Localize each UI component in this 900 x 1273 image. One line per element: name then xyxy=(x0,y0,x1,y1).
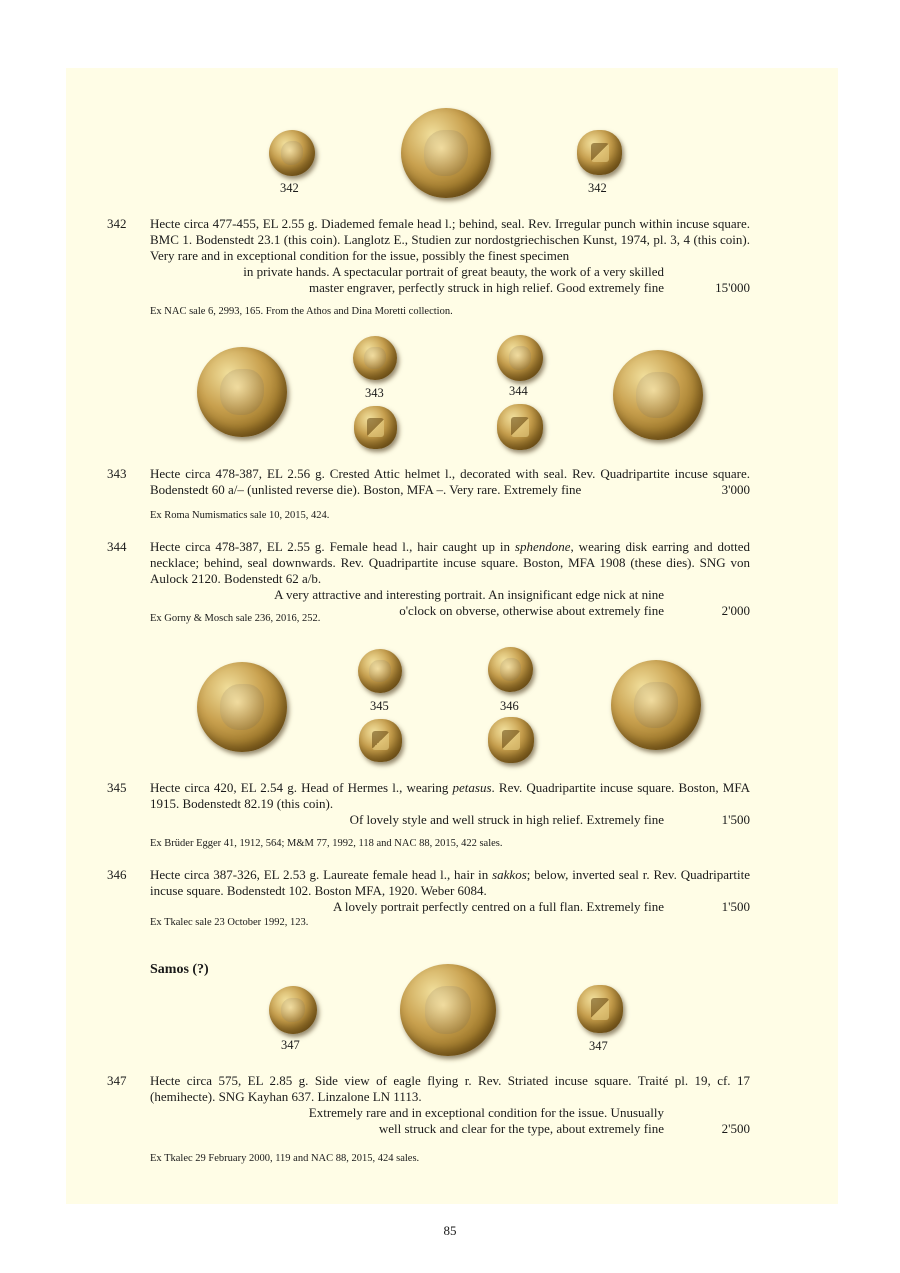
lot-342-entry xyxy=(150,216,750,296)
lot-number-347: 347 xyxy=(107,1073,127,1088)
lot-347-condition-line-1: Extremely rare and in exceptional condition for the issue. Unusually xyxy=(308,1105,664,1120)
lot-344-description xyxy=(150,539,750,587)
lot-345-description-b: . Rev. Quadripartite incuse square. Boston, MFA 1915. Bodenstedt 82.19 (this coin). xyxy=(150,780,750,811)
lot-342-description: Hecte circa 477-455, EL 2.55 g. Diademed female head l.; behind, seal. Rev. Irregular punch within incuse square. BMC 1. Bodenstedt 23.1 (this coin). Langlotz E., Studien zur nordostgriechischen Kunst, 1974, pl. 3, 4 (this coin). Very rare and in exceptional condition for the issue, possibly the finest specimen xyxy=(150,216,750,263)
lot-345-description-italic: petasus xyxy=(452,780,492,795)
coin-345-obverse-enlarged xyxy=(197,662,287,752)
plate-label-342-b: 342 xyxy=(588,181,607,195)
lot-344-provenance: Ex Gorny & Mosch sale 236, 2016, 252. xyxy=(150,613,321,624)
coin-344-reverse xyxy=(497,404,543,450)
lot-number-343: 343 xyxy=(107,466,127,481)
plate-label-345: 345 xyxy=(370,699,389,713)
lot-343-provenance: Ex Roma Numismatics sale 10, 2015, 424. xyxy=(150,510,330,521)
lot-345-provenance: Ex Brüder Egger 41, 1912, 564; M&M 77, 1992, 118 and NAC 88, 2015, 422 sales. xyxy=(150,838,503,849)
lot-346-provenance: Ex Tkalec sale 23 October 1992, 123. xyxy=(150,917,309,928)
coin-347-obverse-enlarged xyxy=(400,964,496,1056)
coin-346-reverse xyxy=(488,717,534,763)
lot-347-condition-text: well struck and clear for the type, about extremely fine xyxy=(378,1121,664,1136)
lot-346-condition-line-1 xyxy=(150,899,750,915)
lot-346-description-b: ; below, inverted seal r. Rev. Quadripartite incuse square. Bodenstedt 102. Boston MFA, 1920. Weber 6084. xyxy=(150,867,750,898)
coin-342-reverse xyxy=(577,130,622,175)
coin-343-reverse xyxy=(354,406,397,449)
lot-344-condition-line-1: A very attractive and interesting portrait. An insignificant edge nick at nine xyxy=(274,587,664,602)
lot-342-condition-line-1: in private hands. A spectacular portrait of great beauty, the work of a very skilled xyxy=(243,264,664,279)
lot-343-description xyxy=(150,466,750,498)
lot-345-price: 1'500 xyxy=(721,812,750,827)
lot-number-345: 345 xyxy=(107,780,127,795)
lot-342-provenance: Ex NAC sale 6, 2993, 165. From the Athos and Dina Moretti collection. xyxy=(150,306,453,317)
lot-343-entry xyxy=(150,466,750,498)
lot-343-description-text: Hecte circa 478-387, EL 2.56 g. Crested Attic helmet l., decorated with seal. Rev. Quadripartite incuse square. Bodenstedt 60 a/– (unlisted reverse die). Boston, MFA –. Very rare. Extremely fine xyxy=(150,466,750,497)
lot-344-entry xyxy=(150,539,750,619)
lot-344-condition-text: o'clock on obverse, otherwise about extremely fine xyxy=(399,603,664,618)
lot-346-description-italic: sakkos xyxy=(492,867,527,882)
coin-347-reverse xyxy=(577,985,623,1033)
coin-342-obverse-enlarged xyxy=(401,108,491,198)
coin-342-obverse-small xyxy=(269,130,315,176)
lot-344-description-a: Hecte circa 478-387, EL 2.55 g. Female head l., hair caught up in xyxy=(150,539,515,554)
coin-344-obverse-small xyxy=(497,335,543,381)
lot-347-description: Hecte circa 575, EL 2.85 g. Side view of eagle flying r. Rev. Striated incuse square. Traité pl. 19, cf. 17 (hemihecte). SNG Kayhan 637. Linzalone LN 1113. xyxy=(150,1073,750,1104)
lot-347-price: 2'500 xyxy=(721,1121,750,1136)
coin-345-obverse-small xyxy=(358,649,402,693)
plate-label-347-b: 347 xyxy=(589,1039,608,1053)
coin-343-obverse-small xyxy=(353,336,397,380)
coin-346-obverse-enlarged xyxy=(611,660,701,750)
coin-347-obverse-small xyxy=(269,986,317,1034)
section-heading: Samos (?) xyxy=(150,962,209,977)
lot-number-342: 342 xyxy=(107,216,127,231)
plate-label-346: 346 xyxy=(500,699,519,713)
plate-label-343: 343 xyxy=(365,386,384,400)
lot-346-condition-text: A lovely portrait perfectly centred on a full flan. Extremely fine xyxy=(332,899,664,914)
coin-344-obverse-enlarged xyxy=(613,350,703,440)
lot-346-entry xyxy=(150,867,750,915)
lot-342-price: 15'000 xyxy=(715,280,750,295)
coin-343-obverse-enlarged xyxy=(197,347,287,437)
lot-342-condition-text: master engraver, perfectly struck in high relief. Good extremely fine xyxy=(308,280,664,295)
plate-label-342-a: 342 xyxy=(280,181,299,195)
lot-345-description xyxy=(150,780,750,812)
lot-344-price: 2'000 xyxy=(721,603,750,618)
lot-343-price: 3'000 xyxy=(721,482,750,497)
lot-344-description-italic: sphendone xyxy=(514,539,571,554)
lot-347-entry xyxy=(150,1073,750,1137)
lot-346-price: 1'500 xyxy=(721,899,750,914)
lot-346-description xyxy=(150,867,750,899)
page-number: 85 xyxy=(443,1223,457,1238)
coin-345-reverse xyxy=(359,719,402,762)
lot-345-condition-text: Of lovely style and well struck in high relief. Extremely fine xyxy=(349,812,664,827)
lot-346-description-a: Hecte circa 387-326, EL 2.53 g. Laureate female head l., hair in xyxy=(150,867,493,882)
lot-345-entry xyxy=(150,780,750,828)
lot-number-344: 344 xyxy=(107,539,127,554)
lot-347-condition-line-2 xyxy=(150,1121,750,1137)
plate-label-344: 344 xyxy=(509,384,528,398)
coin-346-obverse-small xyxy=(488,647,533,692)
lot-344-description-b: , wearing disk earring and dotted necklace; behind, seal downwards. Rev. Quadripartite incuse square. Boston, MFA 1908 (these dies). SNG von Aulock 2120. Bodenstedt 62 a/b. xyxy=(150,539,750,586)
lot-345-condition-line-1 xyxy=(150,812,750,828)
lot-342-condition-line-2 xyxy=(150,280,750,296)
plate-label-347-a: 347 xyxy=(281,1038,300,1052)
lot-347-provenance: Ex Tkalec 29 February 2000, 119 and NAC 88, 2015, 424 sales. xyxy=(150,1153,420,1164)
lot-number-346: 346 xyxy=(107,867,127,882)
lot-345-description-a: Hecte circa 420, EL 2.54 g. Head of Hermes l., wearing xyxy=(150,780,453,795)
